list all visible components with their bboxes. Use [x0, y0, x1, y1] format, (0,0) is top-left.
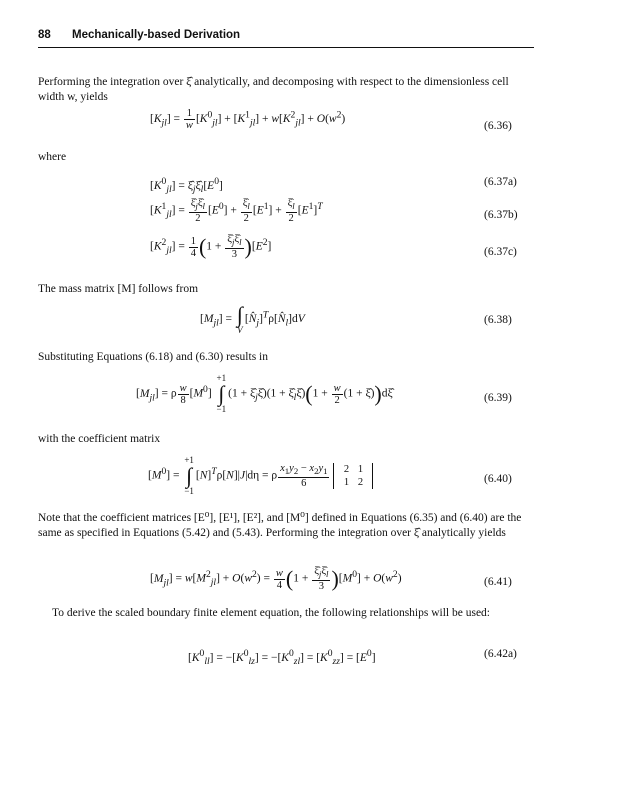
- equation-number: (6.40): [484, 473, 512, 485]
- equation-6-37c: $[K^2_{jl}]$ = $\frac{1}{4}$ (1 + $\frac{\xî_j\xî_l}{3}$ )$[E^2]$: [150, 234, 272, 261]
- paragraph-3: The mass matrix [M] follows from: [38, 283, 199, 295]
- equation-number: (6.37c): [484, 246, 517, 258]
- equation-number: (6.36): [484, 120, 512, 132]
- equation-6-41: $[M_{jl}] = w[M^2_{jl}] + O(w^2)$ = $\frac{w}{4}$ (1 + $\frac{\xî_j\xî_l}{3}$ )$[M^0] + O(w^2)$: [150, 566, 402, 593]
- equation-number: (6.41): [484, 576, 512, 588]
- running-header: [38, 29, 534, 48]
- equation-number: (6.39): [484, 392, 512, 404]
- equation-6-42a: $[K^0_{ll}] = -[K^0_{lz}] = -[K^0_{zl}] = [K^0_{zz}] = [E^0]$: [188, 648, 376, 668]
- equation-6-37b: $[K^1_{jl}]$ = $\frac{\xî_j\xî_l}{2}$ $[E^0]$ + $\frac{\xî_l}{2}$ $[E^1]$ + $\frac{\xî_l}{2}$ $[E^1]^T$: [150, 198, 323, 225]
- equation-number: (6.37a): [484, 176, 517, 188]
- paragraph-4: Substituting Equations (6.18) and (6.30) results in: [38, 351, 268, 363]
- equation-6-37a: $[K^0_{jl}]$ = $\xî_j\xî_l[E^0]$: [150, 176, 223, 196]
- equation-number: (6.37b): [484, 209, 518, 221]
- paragraph-7: To derive the scaled boundary finite element equation, the following relationships will be used:: [52, 607, 490, 619]
- page-number: 88: [38, 29, 51, 41]
- equation-6-38: $[M_{jl}]$ = ∫ $V[N̂_j]^T\rho[N̂_l]dV$: [200, 302, 305, 335]
- paragraph-1: Performing the integration over ξ̂ analytically, and decomposing with respect to the dimensionless cell width w, yields: [38, 76, 509, 103]
- equation-number: (6.42a): [484, 648, 517, 660]
- equation-6-39: $[M_{jl}] = \rho$ $\frac{w}{8}$ $[M^0] +1$ ∫ $-1(1 + \xî_j\xî)(1$ + $\xî_l\xî)(1$ + $\frac{w}{2}$ (1 + ξ̂))dξ̂: [136, 373, 393, 414]
- equation-6-36: $[K_{jl}]$ = $\frac{1}{w}$ $[K^0_{jl}] + [K^1_{jl}] + w[K^2_{jl}] + O(w^2)$: [150, 108, 346, 131]
- paragraph-5: with the coefficient matrix: [38, 433, 161, 445]
- equation-number: (6.38): [484, 314, 512, 326]
- paragraph-2: where: [38, 151, 67, 163]
- running-title: Mechanically-based Derivation: [72, 29, 241, 41]
- equation-6-40: $[M^0] = +1$ ∫ $-1[N]^T\rho[N]|J|d\eta = \rho$ $\frac{x_1y_2 - x_2y_1}{6}$ 2 1 1 2: [148, 456, 373, 496]
- paragraph-6: Note that the coefficient matrices [E⁰], [E¹], [E²], and [M⁰] defined in Equations (6.35) and (6.40) are the same as specified in Equations (5.42) and (5.43). Performing the integration over ξ̂ analytically yields: [38, 512, 522, 539]
